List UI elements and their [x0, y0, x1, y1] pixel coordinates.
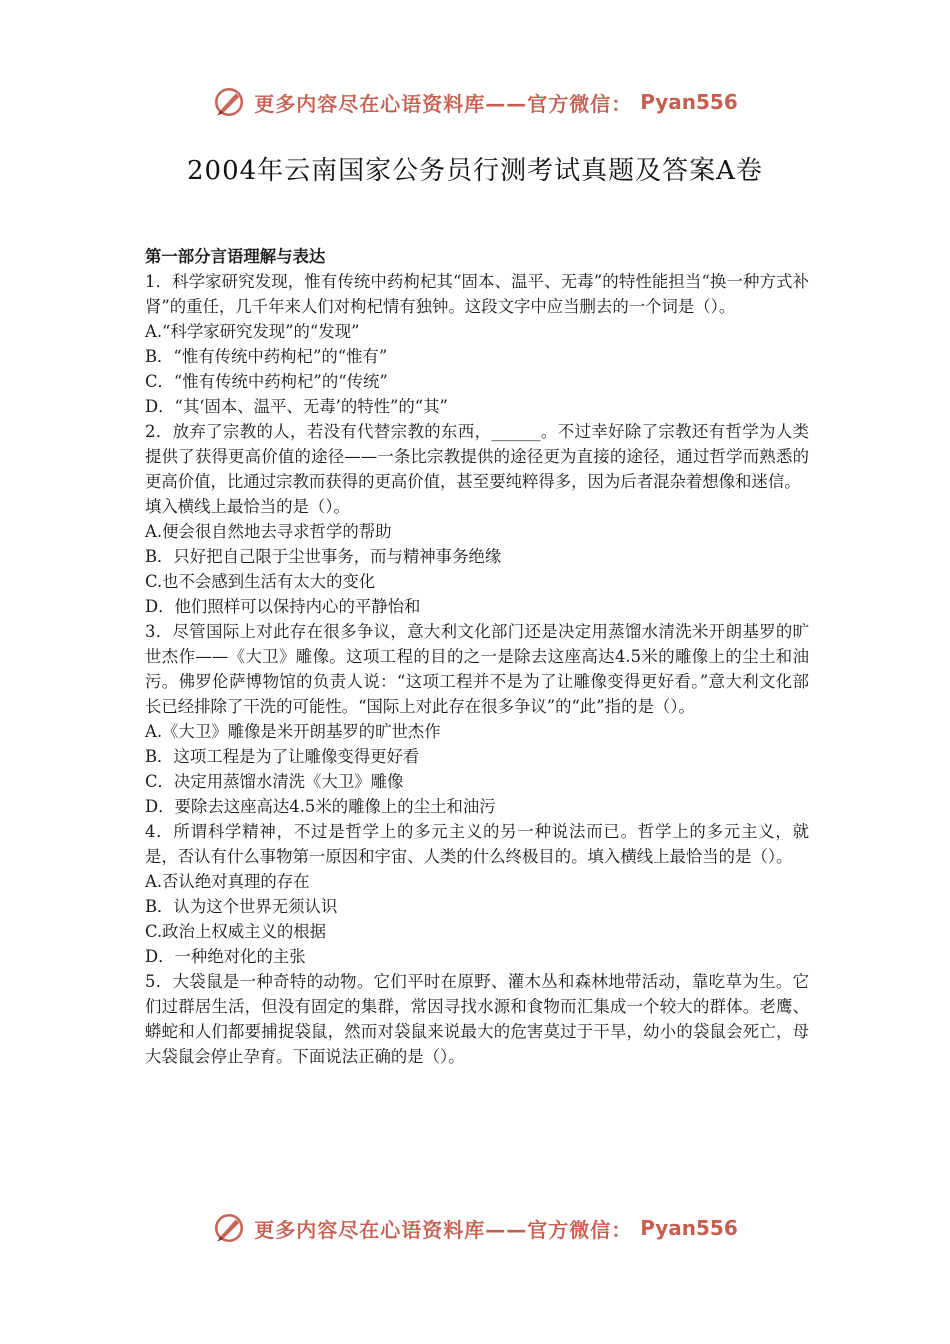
question-1-option-b: B．“惟有传统中药枸杞”的“惟有”	[145, 347, 388, 366]
question-4-option-c: C.政治上权威主义的根据	[145, 922, 327, 941]
question-4-option-d: D．一种绝对化的主张	[145, 947, 306, 966]
question-2-option-b: B．只好把自己限于尘世事务，而与精神事务绝缘	[145, 547, 502, 566]
question-2-prompt: 填入横线上最恰当的是（）。	[145, 497, 350, 516]
question-2-stem: 2．放弃了宗教的人，若没有代替宗教的东西，______。不过幸好除了宗教还有哲学为人类提供了获得更高价值的途径——一条比宗教提供的途径更为直接的途径，通过哲学而熟悉的更高价值，比通过宗教而获得的更高价值，甚至要纯粹得多，因为后者混杂着想像和迷信。	[145, 422, 809, 491]
watermark-wechat-id: Pyan556	[640, 1216, 738, 1240]
pen-logo-icon	[212, 85, 246, 119]
question-3-stem: 3．尽管国际上对此存在很多争议，意大利文化部门还是决定用蒸馏水清洗米开朗基罗的旷世杰作——《大卫》雕像。这项工程的目的之一是除去这座高达4.5米的雕像上的尘土和油污。佛罗伦萨博物馆的负责人说：“这项工程并不是为了让雕像变得更好看。”意大利文化部长已经排除了干洗的可能性。“国际上对此存在很多争议”的“此”指的是（）。	[145, 622, 809, 716]
question-2-option-d: D．他们照样可以保持内心的平静怡和	[145, 597, 421, 616]
question-1-option-d: D．“其‘固本、温平、无毒’的特性”的“其”	[145, 397, 448, 416]
watermark-text: 更多内容尽在心语资料库——官方微信：	[254, 91, 633, 116]
question-4-option-b: B．认为这个世界无须认识	[145, 897, 338, 916]
pen-logo-icon	[212, 1211, 246, 1245]
watermark-banner-top	[0, 82, 950, 122]
question-4-stem: 4．所谓科学精神，不过是哲学上的多元主义的另一种说法而已。哲学上的多元主义，就是，否认有什么事物第一原因和宇宙、人类的什么终极目的。填入横线上最恰当的是（）。	[145, 822, 809, 866]
watermark-text: 更多内容尽在心语资料库——官方微信：	[254, 1217, 633, 1242]
question-3-option-c: C．决定用蒸馏水清洗《大卫》雕像	[145, 772, 404, 791]
question-3-option-a: A.《大卫》雕像是米开朗基罗的旷世杰作	[145, 722, 441, 741]
section-heading: 第一部分言语理解与表达	[145, 247, 326, 266]
question-1-option-a: A.“科学家研究发现”的“发现”	[145, 322, 360, 341]
question-2-option-c: C.也不会感到生活有太大的变化	[145, 572, 376, 591]
document-body	[145, 244, 809, 1069]
watermark-banner-bottom	[0, 1208, 950, 1248]
question-4-option-a: A.否认绝对真理的存在	[145, 872, 310, 891]
watermark-wechat-id: Pyan556	[640, 90, 738, 114]
question-2-option-a: A.便会很自然地去寻求哲学的帮助	[145, 522, 392, 541]
question-1-option-c: C．“惟有传统中药枸杞”的“传统”	[145, 372, 388, 391]
question-5-stem: 5．大袋鼠是一种奇特的动物。它们平时在原野、灌木丛和森林地带活动，靠吃草为生。它们过群居生活，但没有固定的集群，常因寻找水源和食物而汇集成一个较大的群体。老鹰、蟒蛇和人们都要捕捉袋鼠，然而对袋鼠来说最大的危害莫过于干旱，幼小的袋鼠会死亡，母大袋鼠会停止孕育。下面说法正确的是（）。	[145, 972, 809, 1066]
question-1-stem: 1．科学家研究发现，惟有传统中药枸杞其“固本、温平、无毒”的特性能担当“换一种方式补肾”的重任，几千年来人们对枸杞情有独钟。这段文字中应当删去的一个词是（）。	[145, 272, 809, 316]
document-title: 2004年云南国家公务员行测考试真题及答案A卷	[187, 156, 763, 186]
question-3-option-b: B．这项工程是为了让雕像变得更好看	[145, 747, 420, 766]
question-3-option-d: D．要除去这座高达4.5米的雕像上的尘土和油污	[145, 797, 496, 816]
